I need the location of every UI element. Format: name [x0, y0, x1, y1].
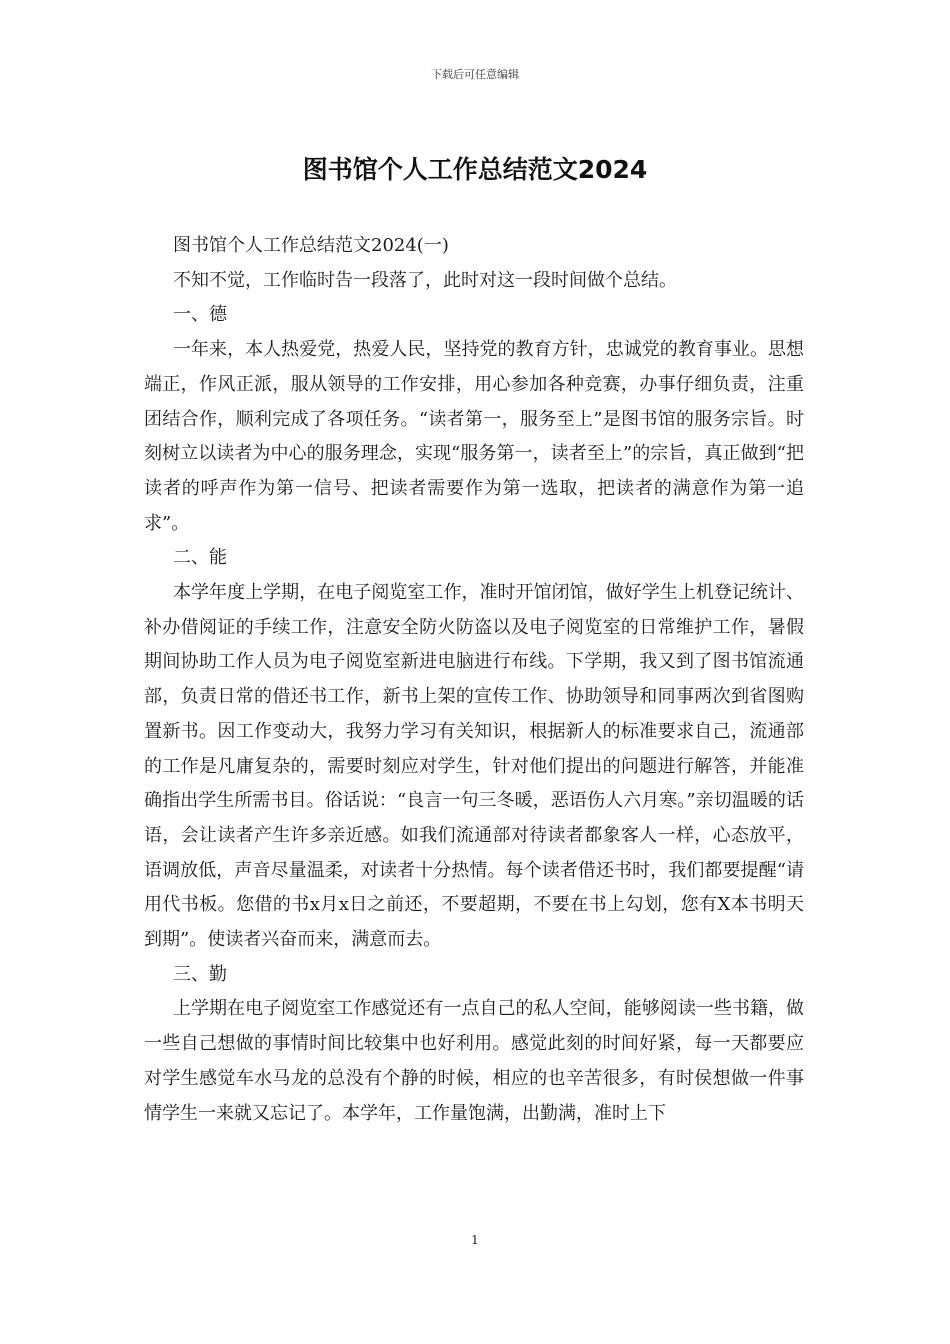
section-subtitle: 图书馆个人工作总结范文2024(一): [173, 235, 449, 256]
diligence-paragraph: 上学期在电子阅览室工作感觉还有一点自己的私人空间，能够阅读一些书籍，做一些自己想做的事情时间比较集中也好利用。感觉此刻的时间好紧，每一天都要应对学生感觉车水马龙的总没有个静的时候，相应的也辛苦很多，有时侯想做一件事情学生一来就又忘记了。本学年，工作量饱满，出勤满，准时上下: [144, 998, 804, 1124]
page-header-note: 下载后可任意编辑: [431, 68, 519, 81]
intro-paragraph: 不知不觉，工作临时告一段落了，此时对这一段时间做个总结。: [173, 269, 677, 291]
ability-paragraph: 本学年度上学期，在电子阅览室工作，准时开馆闭馆，做好学生上机登记统计、补办借阅证的手续工作，注意安全防火防盗以及电子阅览室的日常维护工作，暑假期间协助工作人员为电子阅览室新进电脑进行布线。下学期，我又到了图书馆流通部，负责日常的借还书工作，新书上架的宣传工作、协助领导和同事两次到省图购置新书。因工作变动大，我努力学习有关知识，根据新人的标准要求自己，流通部的工作是凡庸复杂的，需要时刻应对学生，针对他们提出的问题进行解答，并能准确指出学生所需书目。俗话说：“良言一句三冬暖，恶语伤人六月寒。”亲切温暖的话语，会让读者产生许多亲近感。如我们流通部对待读者都象客人一样，心态放平，语调放低，声音尽量温柔，对读者十分热情。每个读者借还书时，我们都要提醒“请用代书板。您借的书x月x日之前还，不要超期，不要在书上勾划，您有X本书明天到期”。使读者兴奋而来，满意而去。: [144, 582, 804, 951]
document-body: [144, 229, 804, 1131]
section-heading-virtue: 一、德: [173, 304, 227, 326]
section-heading-ability: 二、能: [173, 547, 227, 569]
virtue-paragraph: 一年来，本人热爱党，热爱人民，坚持党的教育方针，忠诚党的教育事业。思想端正，作风正派，服从领导的工作安排，用心参加各种竞赛，办事仔细负责，注重团结合作，顺利完成了各项任务。“读者第一，服务至上”是图书馆的服务宗旨。时刻树立以读者为中心的服务理念，实现“服务第一，读者至上”的宗旨，真正做到“把读者的呼声作为第一信号、把读者需要作为第一选取，把读者的满意作为第一追求”。: [144, 339, 804, 534]
section-heading-diligence: 三、勤: [173, 963, 227, 985]
page-number: 1: [471, 1233, 479, 1247]
document-title: 图书馆个人工作总结范文2024: [302, 155, 648, 184]
